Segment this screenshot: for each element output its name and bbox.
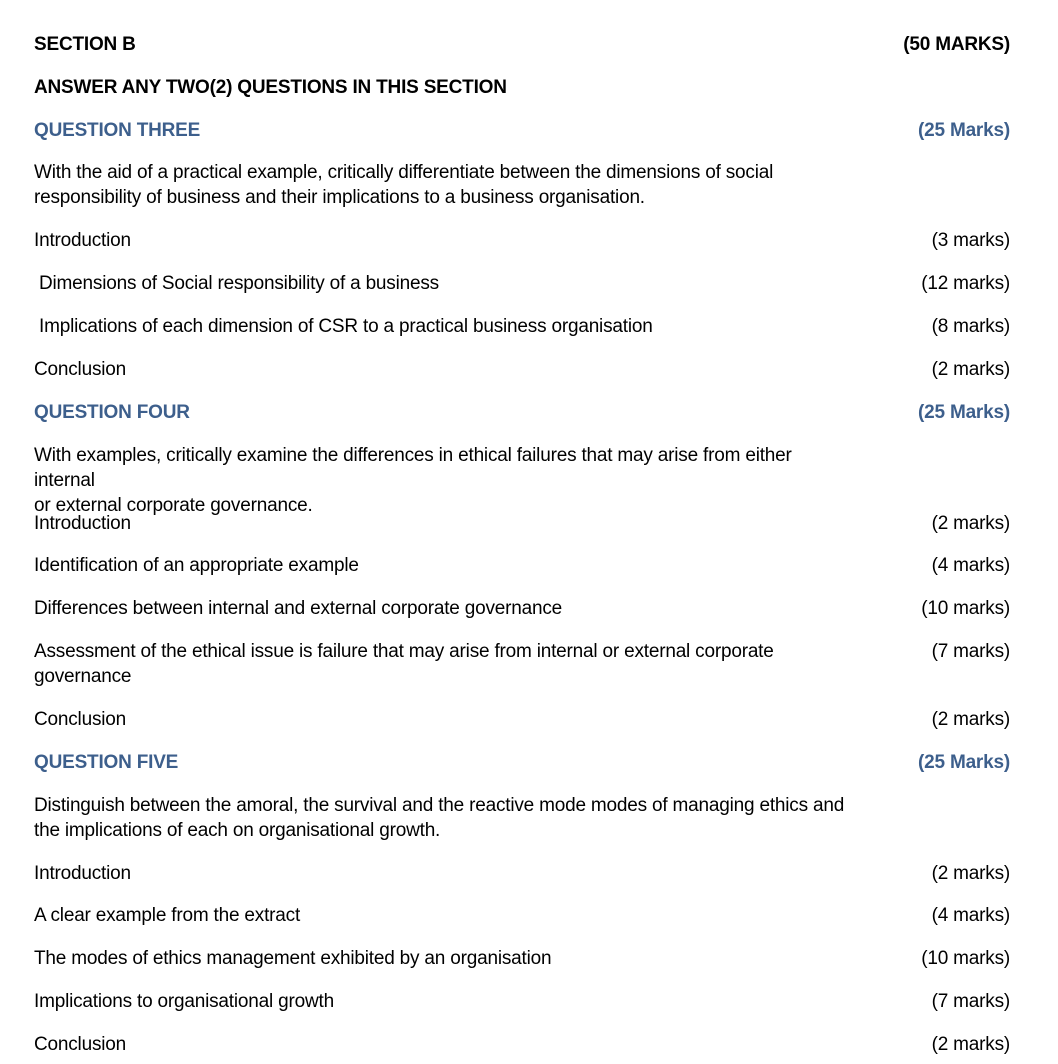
rubric-marks: (2 marks) [931,513,1010,534]
section-title: SECTION B [34,34,136,55]
question-marks: (25 Marks) [918,402,1010,423]
question-four-prompt [34,443,854,518]
rubric-label: Conclusion [34,709,126,730]
rubric-label: Introduction [34,230,131,251]
rubric-marks: (10 marks) [921,598,1010,619]
rubric-marks: (4 marks) [931,555,1010,576]
rubric-label: Dimensions of Social responsibility of a business [39,273,439,294]
rubric-marks: (3 marks) [931,230,1010,251]
rubric-label-multiline [34,640,854,689]
rubric-label-line: governance [34,666,132,687]
rubric-marks: (2 marks) [931,709,1010,730]
question-three-prompt [34,160,854,210]
rubric-label: Conclusion [34,359,126,380]
question-marks: (25 Marks) [918,120,1010,141]
rubric-label: Differences between internal and external corporate governance [34,598,563,619]
exam-page [34,0,1010,1064]
rubric-marks: (2 marks) [931,1034,1010,1055]
rubric-marks: (7 marks) [931,641,1010,662]
rubric-marks: (4 marks) [931,905,1010,926]
question-five-prompt [34,793,854,843]
rubric-label-line: Assessment of the ethical issue is failure that may arise from internal or external corporate [34,641,774,662]
prompt-line: With examples, critically examine the differences in ethical failures that may arise from either internal [34,445,792,491]
rubric-label: Introduction [34,513,131,534]
rubric-marks: (7 marks) [931,991,1010,1012]
rubric-marks: (12 marks) [921,273,1010,294]
rubric-label: Implications of each dimension of CSR to a practical business organisation [39,316,653,337]
prompt-line: or external corporate governance. [34,495,313,516]
rubric-label: Introduction [34,863,131,884]
question-marks: (25 Marks) [918,752,1010,773]
section-instruction: ANSWER ANY TWO(2) QUESTIONS IN THIS SECTION [34,77,507,98]
rubric-label: The modes of ethics management exhibited by an organisation [34,948,552,969]
prompt-line: responsibility of business and their implications to a business organisation. [34,187,645,208]
question-title: QUESTION THREE [34,120,201,141]
rubric-marks: (10 marks) [921,948,1010,969]
rubric-marks: (8 marks) [931,316,1010,337]
rubric-label: Implications to organisational growth [34,991,334,1012]
rubric-marks: (2 marks) [931,359,1010,380]
rubric-marks: (2 marks) [931,863,1010,884]
question-title: QUESTION FOUR [34,402,190,423]
question-title: QUESTION FIVE [34,752,179,773]
prompt-line: the implications of each on organisational growth. [34,820,441,841]
rubric-label: Identification of an appropriate example [34,555,359,576]
rubric-label: A clear example from the extract [34,905,301,926]
prompt-line: With the aid of a practical example, critically differentiate between the dimensions of social [34,162,774,183]
rubric-label: Conclusion [34,1034,126,1055]
section-marks: (50 MARKS) [903,34,1010,55]
prompt-line: Distinguish between the amoral, the survival and the reactive mode modes of managing ethics and [34,795,845,816]
